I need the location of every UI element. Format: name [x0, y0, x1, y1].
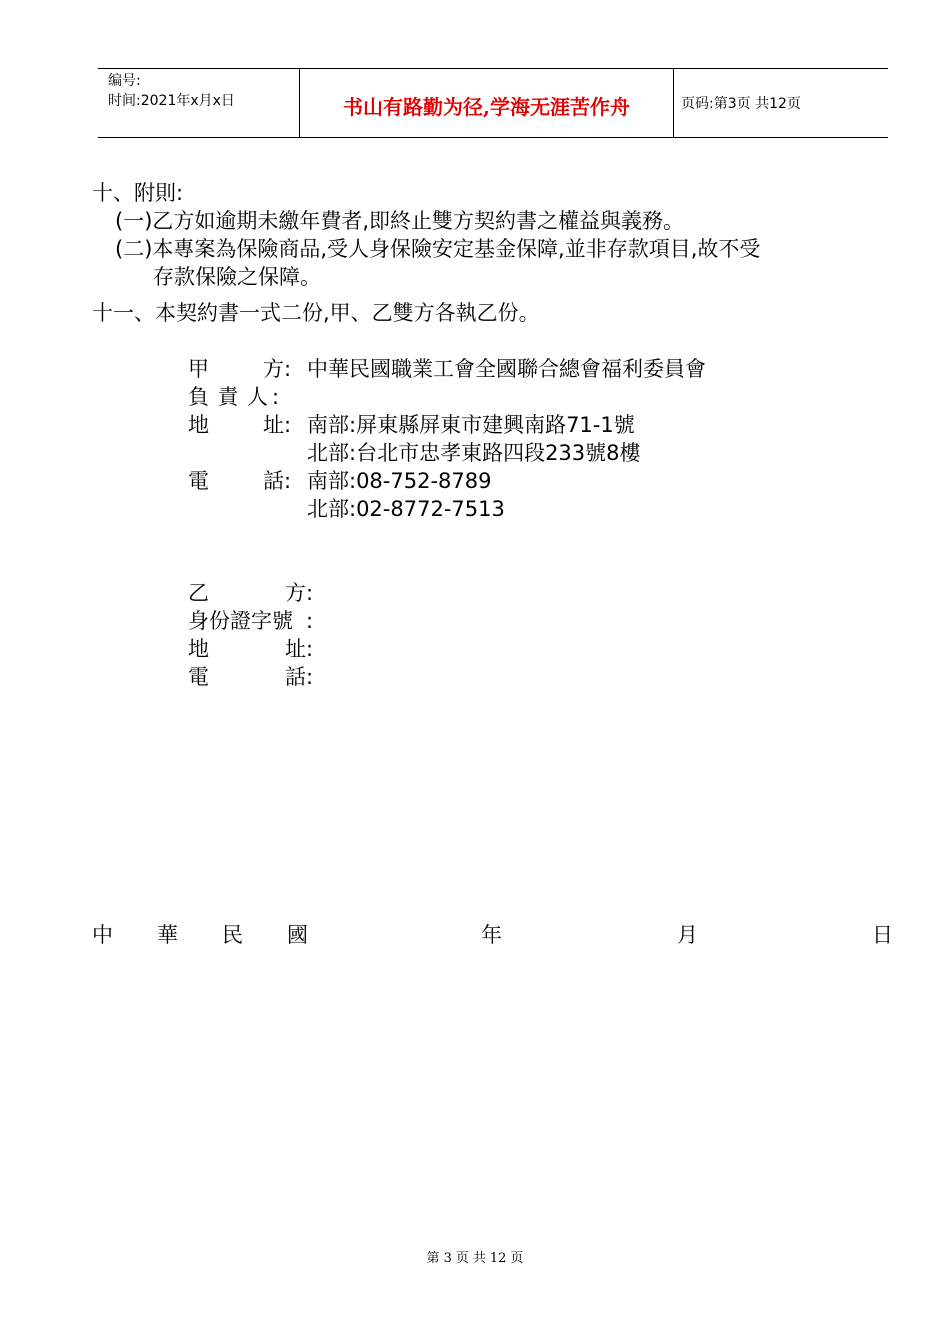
party-b-label: 乙 方 — [188, 581, 306, 605]
address-north: 北部:台北市忠孝東路四段233號8樓 — [307, 441, 641, 465]
party-a-label: 甲 方 — [188, 357, 284, 381]
party-b-phone-colon: : — [306, 665, 314, 689]
party-b-address-colon: : — [306, 637, 314, 661]
page-label: 页码:第3页 共12页 — [681, 96, 801, 112]
time-label: 时间:2021年x月x日 — [108, 93, 235, 109]
section-10-title: 十、附則: — [92, 181, 184, 205]
date-day-label: 日 — [872, 923, 893, 947]
date-char-hua: 華 — [157, 923, 178, 947]
page-footer: 第 3 页 共 12 页 — [426, 1251, 524, 1266]
party-b-id-colon: : — [306, 609, 314, 633]
party-b-phone-label: 電 話 — [188, 665, 306, 689]
party-a-colon: : — [284, 357, 292, 381]
date-year-label: 年 — [481, 923, 502, 947]
header-table — [98, 68, 888, 138]
section-11-title: 十一、本契約書一式二份,甲、乙雙方各執乙份。 — [92, 301, 540, 325]
date-char-zhong: 中 — [92, 923, 113, 947]
representative-colon: : — [272, 385, 280, 409]
party-a-phone-colon: : — [284, 469, 292, 493]
representative-label: 負 責 人 — [188, 385, 268, 409]
phone-south: 南部:08-752-8789 — [307, 469, 492, 493]
header-left-cell — [98, 69, 299, 137]
date-char-guo: 國 — [287, 923, 308, 947]
header-center-cell — [299, 69, 674, 137]
party-a-address-label: 地 址 — [188, 413, 284, 437]
party-b-address-label: 地 址 — [188, 637, 306, 661]
address-south: 南部:屏東縣屏東市建興南路71-1號 — [307, 413, 635, 437]
party-b-colon: : — [306, 581, 314, 605]
motto: 书山有路勤为径,学海无涯苦作舟 — [343, 95, 630, 119]
date-char-min: 民 — [222, 923, 243, 947]
phone-north: 北部:02-8772-7513 — [307, 497, 505, 521]
party-a-name: 中華民國職業工會全國聯合總會福利委員會 — [307, 357, 706, 381]
date-month-label: 月 — [677, 923, 698, 947]
section-10-item-1: (一)乙方如逾期未繳年費者,即終止雙方契約書之權益與義務。 — [115, 209, 685, 233]
party-a-phone-label: 電 話 — [188, 469, 284, 493]
section-10-item-2: (二)本專案為保險商品,受人身保險安定基金保障,並非存款項目,故不受 — [115, 237, 761, 261]
party-a-address-colon: : — [284, 413, 292, 437]
code-label: 编号: — [108, 73, 141, 89]
header-right-cell — [673, 69, 888, 137]
section-10-item-2-cont: 存款保險之保障。 — [153, 265, 321, 289]
party-b-id-label: 身份證字號 — [188, 609, 293, 633]
